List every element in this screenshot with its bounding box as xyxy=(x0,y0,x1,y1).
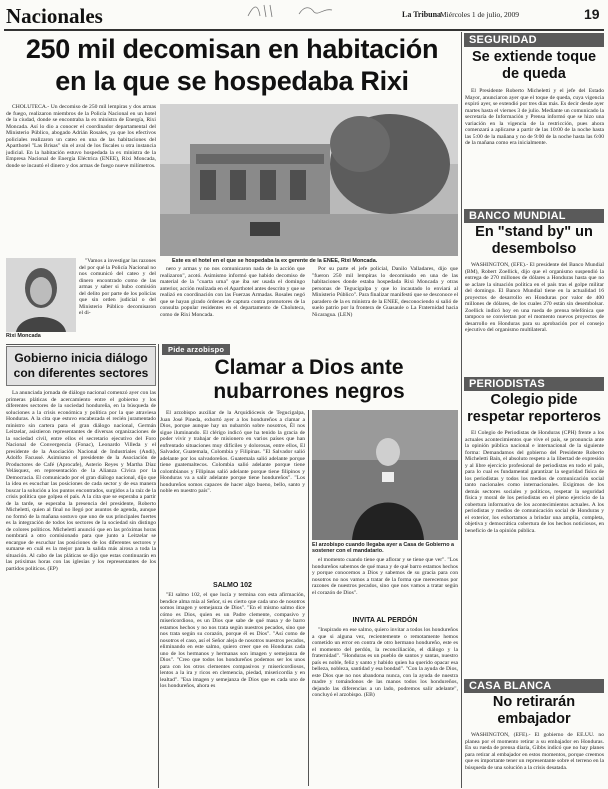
lead-body-wrap: "Vamos a investigar las razones del por qué la Policía Nacional no nos comunicó del cateo y del dinero encontrado como de las armas y saber si hubo comisión del delito por parte de los policías que sin orden judicial o del Ministerio Público decomisaron el di- xyxy=(79,258,156,316)
section-title: Nacionales xyxy=(6,4,103,28)
archbishop-photo-caption: El arzobispo cuando llegaba ayer a Casa de Gobierno a sostener con el mandatario. xyxy=(312,542,454,555)
worldbank-body: WASHINGTON, (EFE).- El presidente del Banco Mundial (BM), Robert Zoellick, dijo que el organismo suspendió la entrega de 270 millones de dólares a Honduras hasta que no se aclare la situación política en el país tras el golpe militar del domingo. El Banco Mundial tiene en la actualidad 16 proyectos de desarrollo en Honduras por valor de 400 millones de dólares, de los cuales 270 están sin desembolsar. Zoellick indicó hoy en una rueda de prensa telefónica que tampoco se conviertan por el momento nuevos proyectos de desarrollo en Honduras para su aprobación por el consejo ejecutivo del organismo multilateral. xyxy=(465,262,604,333)
hotel-photo-caption: Este es el hotel en el que se hospedaba la ex gerente de la ENEE, Rixi Moncada. xyxy=(172,258,378,264)
issue-date: Miércoles 1 de julio, 2009 xyxy=(440,10,519,19)
worldbank-headline: En "stand by" un desembolso xyxy=(475,224,593,257)
journalists-body: El Colegio de Periodistas de Honduras (CPH) frente a los actuales acontecimientos que vive el país, se pronuncia ante la opinión pública nacional e internacional de la siguiente forma: Demandamos del gobierno del Presidente Roberto Micheletti Baín, el absoluto respeto a la libertad de expresión y al libre ejercicio profesional de periodistas en todo el país, para lo cual es fundamental garantizar la seguridad física de los periodistas y todos los medios de comunicación social tanto nacionales como internacionales. Exigimos de los demás sectores sociales y políticos, respetar la seguridad física y moral de los periodistas en el pleno ejercicio de la cobertura informativa de los acontecimientos actuales. A los periodistas y medios de comunicación social de Honduras y el exterior, los exhortamos a brindar una amplia, completa, objetiva y democrática cobertura de los hechos noticiosos, en beneficio de la opinión pública. xyxy=(465,430,604,534)
whitehouse-headline: No retirarán embajador xyxy=(492,694,576,727)
security-headline: Se extiende toque de queda xyxy=(471,49,597,82)
page-number: 19 xyxy=(584,6,600,22)
header-rule xyxy=(4,29,604,31)
dialogue-body: La anunciada jornada de diálogo nacional comenzó ayer con las primeras pláticas de acercamiento entre el gobierno y los diferentes sectores de la sociedad hondureña, en la búsqueda de soluciones a la crisis económica y política por la que atraviesa Honduras. A la cita que estuvo encabezada el recién juramentado ministro sin cartera para el gran diálogo nacional, Germán Leitzelar, asistieron representantes de diversas organizaciones de la sociedad civil, entre ellos el secretario ejecutivo del Foro Nacional de Convergencia (Fonac), Leonardo Villeda y el presidente de la Asociación Nacional de Industriales (Andi), Adolfo Facussé. Asimismo el presidente de la Asociación de Productores de Café (Aprocafe), Asterio Reyes y Martha Díaz Velásquez, en representación de la Alianza Cívica por la Democracia. El comunicado por el gran diálogo nacional, dijo que la idea es escuchar las posiciones de cada sector y de esa manera buscar la solución a los puntos encontrados, surgidos a la raíz de la crisis política que golpea el país. A la cita que se esperaba a partir de la tarde, se esperaba la presencia del presidente, Roberto Micheletti, quien al final no llegó por asuntos de agenda, aunque no formó de la mañana sostuvo que uno de sus principales fuertes es la integración de todos los sectores de la sociedad sin distingo de colores políticos. Micheletti anunció que en las próximas horas nombrará a otro comisionado para que junto a Leitzelar se encargue de escuchar las posiciones de los diferentes sectores y sumarse en cuál es la mejor para la salida más airosa a toda la situación. Al cabo de las pláticas se dijo que estas continuarán en las próximas horas con las iglesias y los representantes de los partidos políticos. (EP) xyxy=(6,390,156,572)
archbishop-headline-line-2: nubarrones negros xyxy=(213,380,405,403)
archbishop-photo xyxy=(312,410,458,540)
hotel-photo xyxy=(160,104,458,256)
security-body: El Presidente Roberto Micheletti y el jefe del Estado Mayor, anunciaron ayer que el toque de queda, cuya vigencia expiró ayer, se extendió por tres días más. Es decir desde ayer martes hasta el viernes 3 de julio. Mediante un comunicado la secretaría de Información y Prensa informó que se hizo una variación en la vigencia de la restricción, pues ahora comenzará a aplicarse a partir de las 10:00 de la noche hasta las 5:00 de la mañana y no de 9:00 de la noche hasta las 6:00 de la mañana como era inicialmente. xyxy=(465,88,604,146)
archbishop-col3-bottom: "Inspirado en ese salmo, quiero invitar a todos los hondureños a que si alguna vez, recientemente o remotamente hemos cometido un error en contra de otro hermano hondureño, este es el momento del perdón, la reconciliación, el diálogo y la fraternidad". "Honduras es un pueblo de santos y santas, nuestro país es noble, feliz y santo y habido quien ha querido opacar esa belleza, nobleza, santidad y esa bondad". "Con la ayuda de Dios, este Dios que no nos abandona nunca, con la ayuda de nuestra madre y tomándonos de las manos todos los hondureños, dejando las diferencias a un lado, podremos salir adelante", concluyó el arzobispo. (EB) xyxy=(312,627,458,698)
archbishop-col1: El arzobispo auxiliar de la Arquidiócesis de Tegucigalpa, Juan José Pineda, exhortó ayer a los hondureños a clamar a Dios, porque aunque hay un nubarrón sobre nosotros, Él nos sigue iluminando. El clérigo indicó que ha tenido la gracia de poder vivir y trabajar de misionero en varios países que han enfrentado situaciones muy difíciles y dolorosas, entre ellos, El Salvador, Guatemala, Colombia y Filipinas. "El Salvador salió adelante por los salvadoreños. Guatemala salió adelante porque tiene guatemaltecos. Colombia salió adelante porque tiene colombianos y Filipinas salió adelante porque tiene filipinos y Honduras va a salir adelante porque tiene hondureños". "Los hondureños somos capaces de hacer algo bueno, bello, santo y noble en nuestro país". xyxy=(160,410,305,494)
whitehouse-body: WASHINGTON, (EFE).- El gobierno de EE.UU. no planea por el momento retirar a su embajador en Honduras. En su rueda de prensa diaria, Gibbs indicó que no hay planes para retirar al embajador en estos momentos, porque creemos que es importante tener un representante sobre el terreno en la búsqueda de una solución a la crisis desatada. xyxy=(465,732,604,771)
handwritten-signature xyxy=(244,2,344,20)
dialogue-headline: Gobierno inicia diálogo con diferentes sectores xyxy=(13,351,149,380)
worldbank-band: BANCO MUNDIAL xyxy=(464,209,604,223)
archbishop-subhead-perdon: INVITA AL PERDÓN xyxy=(352,617,418,624)
archbishop-kicker: Pide arzobispo xyxy=(162,344,230,355)
rixi-moncada-portrait xyxy=(6,258,76,332)
lead-headline-line-1: 250 mil decomisan en habitación xyxy=(25,34,439,64)
whitehouse-band: CASA BLANCA xyxy=(464,679,604,693)
lead-body-col2: nero y armas y no nos comunicaron nada de la acción que realizaron", acotó. Asimismo informó que habido decomiso de material de la "cuarta urna" que iba ser usada el domingo anterior, acción realizada en el Aparthotel antes descrito y que se realizó en coordinación con las Fuerzas Armadas. Rosales negó que se hayan girado órdenes de captura contra promotores de la consulta popular residentes en el departamento de Choluteca, como de Rixi Moncada. xyxy=(160,266,305,318)
lead-headline-line-2: en la que se hospedaba Rixi xyxy=(55,66,409,96)
newspaper-name: La Tribuna xyxy=(402,10,442,19)
archbishop-subhead-salmo: SALMO 102 xyxy=(213,582,252,589)
security-band: SEGURIDAD xyxy=(464,33,604,47)
lead-body-col3: Por su parte el jefe policial, Danilo Valladares, dijo que "fueron 250 mil lempiras lo decomisado en una de las habitaciones donde estaba hospedada Rixi Moncada y otras personas de Tegucigalpa y que lo incautado lo enviará al Ministerio Público". Para finalizar manifestó que se desconoce el paradero de la ex ministra de la ENEE, desconociendo si salió de suelo patrio por la frontera de Guasaule o La Fraternidad hacia Nicaragua. (LEN) xyxy=(312,266,458,318)
archbishop-col2: "El salmo 102, el que lucía y termina con esta afirmación, bendice alma mía al Señor, si es cierto que cada uno de nosotros somos imagen y semejanza de Dios". "En el mismo salmo dice cómo es Dios, quien es un Padre clemente, compasivo y misericordioso, es un Dios que sabe de qué masa y de barro estamos hechos y no nos trata según nuestros pecados, sino que nos trata según su corazón, porque él es Dios". "Así como de nosotros el caso, así el Señor aleja de nosotros nuestros pecados, eliminando en este salmo, quiero creer que en Honduras cada uno de los hermanos y hermanas son imagen y semejanza de Dios". "Creo que todos los hondureños podemos ser los unos para con los otros clementes compasivos y misericordiosos, lentos a la ira y ricos en clemencia, piedad, misericordia y en lealtad". "Esa imagen y semejanza de Dios que es cada uno de los hondureños, ahora es xyxy=(160,592,305,689)
journalists-band: PERIODISTAS xyxy=(464,377,604,391)
page-header xyxy=(4,2,604,28)
archbishop-col3-top: el momento cuando tiene que aflorar y se tiene que ver". "Los hondureños sabemos de qué masa y de qué barro estamos hechos y porque conocemos a Dios y sabemos de su gracia para con nosotros no nos vamos a tratar de la forma que merecemos por razones de nuestros pecados, sino que nos vamos a tratar según el corazón de Dios". xyxy=(312,557,458,596)
journalists-headline: Colegio pide respetar reporteros xyxy=(467,392,601,425)
lead-body-top: CHOLUTECA.- Un decomiso de 250 mil lempiras y dos armas de fuego, realizaron miembros de la Policía Nacional en un hotel de la ciudad, donde se encontraba la ex ministra de Energía, Rixi Moncada. Así lo dio a conocer el coordinador departamental del Ministerio Público, abogado Adrián Rosales, ya que los efectivos policiales realizaron un cateo en una de las habitaciones del Aparthotel "Las Brisas" sin el aval de los fiscales u otra instancia judicial. En la habitación estuvo hospedada la ex ministra de la Empresa Nacional de Energía Eléctrica (ENEE), Rixi Moncada, donde se incautó el dinero y dos armas de fuego nueve milímetros. xyxy=(6,104,156,169)
archbishop-headline-line-1: Clamar a Dios ante xyxy=(214,356,404,379)
dialogue-headline-box xyxy=(6,346,156,386)
portrait-caption: Rixi Moncada xyxy=(6,333,41,339)
